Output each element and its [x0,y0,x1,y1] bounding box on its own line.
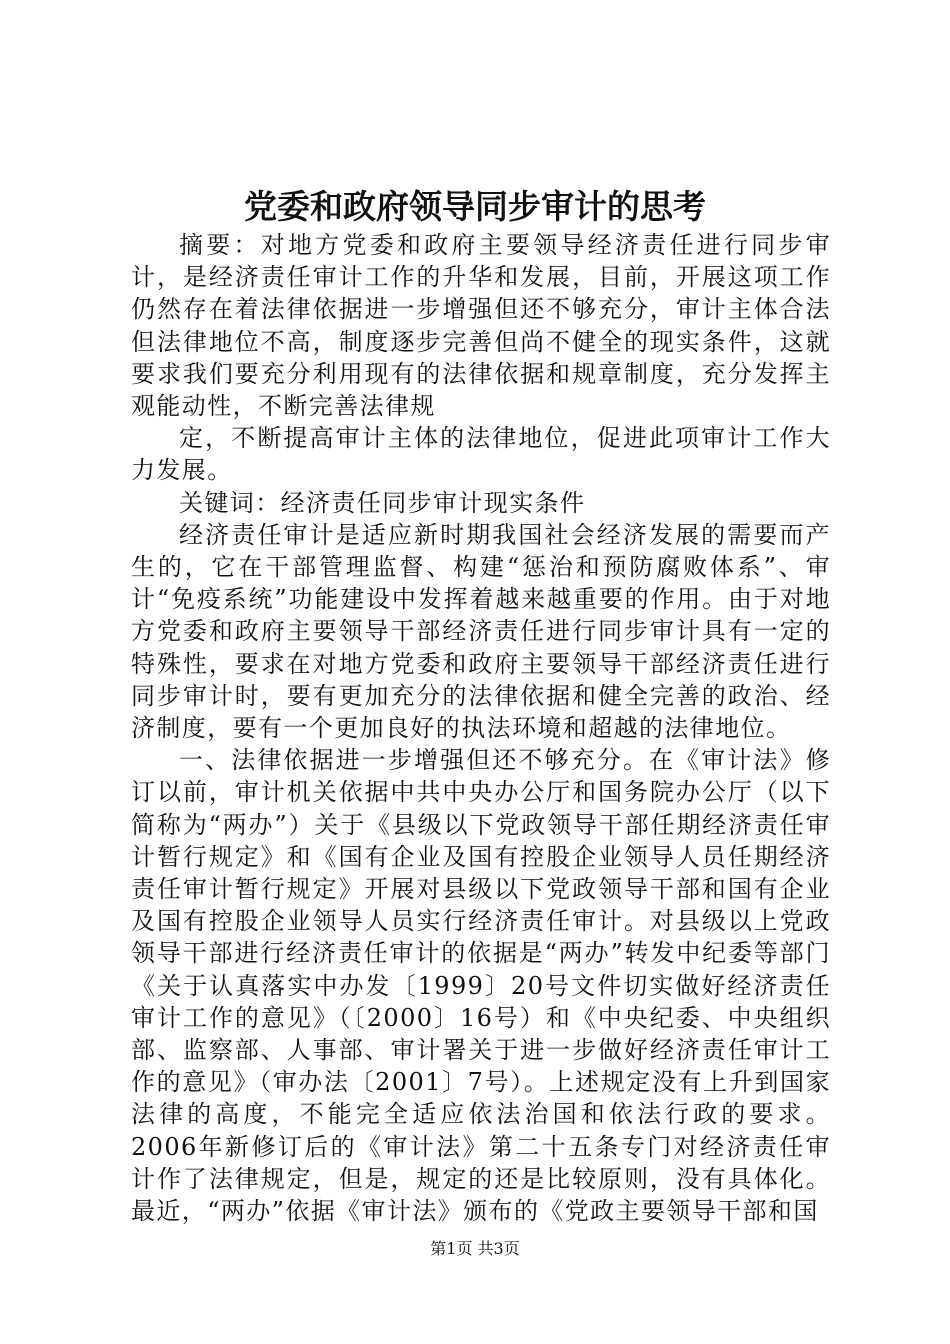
intro-paragraph: 经济责任审计是适应新时期我国社会经济发展的需要而产生的，它在干部管理监督、构建“惩治和预防腐败体系”、审计“免疫系统”功能建设中发挥着越来越重要的作用。由于对地方党委和政府主要领导干部经济责任进行同步审计具有一定的特殊性，要求在对地方党委和政府主要领导干部经济责任进行同步审计时，要有更加充分的法律依据和健全完善的政治、经济制度，要有一个更加良好的执法环境和超越的法律地位。 [131,520,831,743]
abstract-continuation-paragraph: 定，不断提高审计主体的法律地位，促进此项审计工作大力发展。 [131,424,831,485]
abstract-paragraph: 摘要：对地方党委和政府主要领导经济责任进行同步审计，是经济责任审计工作的升华和发展，目前，开展这项工作仍然存在着法律依据进一步增强但还不够充分，审计主体合法但法律地位不高，制度逐步完善但尚不健全的现实条件，这就要求我们要充分利用现有的法律依据和规章制度，充分发挥主观能动性，不断完善法律规 [131,231,831,421]
document-title: 党委和政府领导同步审计的思考 [244,187,706,226]
page-footer: 第1页 共3页 [430,1239,520,1258]
section-one-paragraph: 一、法律依据进一步增强但还不够充分。在《审计法》修订以前，审计机关依据中共中央办公厅和国务院办公厅（以下简称为“两办”）关于《县级以下党政领导干部任期经济责任审计暂行规定》和《国有企业及国有控股企业领导人员任期经济责任审计暂行规定》开展对县级以下党政领导干部和国有企业及国有控股企业领导人员实行经济责任审计。对县级以上党政领导干部进行经济责任审计的依据是“两办”转发中纪委等部门《关于认真落实中办发〔1999〕20号文件切实做好经济责任审计工作的意见》（〔2000〕16号）和《中央纪委、中央组织部、监察部、人事部、审计署关于进一步做好经济责任审计工作的意见》（审办法〔2001〕7号）。上述规定没有上升到国家法律的高度，不能完全适应依法治国和依法行政的要求。2006年新修订后的《审计法》第二十五条专门对经济责任审计作了法律规定，但是，规定的还是比较原则，没有具体化。最近，“两办”依据《审计法》颁布的《党政主要领导干部和国 [131,746,831,1226]
document-body [131,229,831,1227]
keywords-paragraph: 关键词：经济责任同步审计现实条件 [179,488,586,517]
